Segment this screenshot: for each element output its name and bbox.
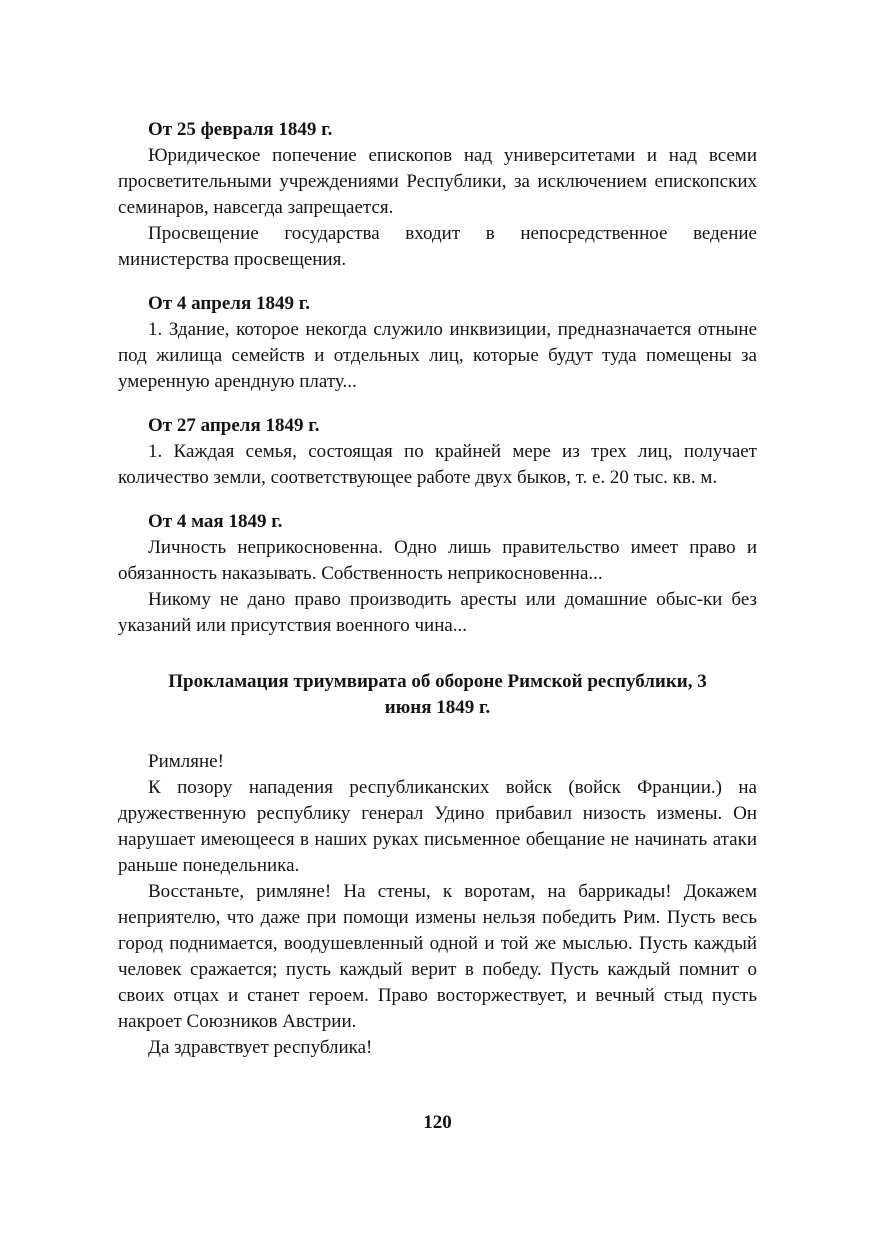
proclamation-title-line2: июня 1849 г. — [384, 697, 491, 718]
page-number: 120 — [423, 1112, 452, 1133]
spacer — [118, 491, 757, 509]
section-heading-apr4: От 4 апреля 1849 г. — [148, 293, 310, 314]
proclamation-title — [118, 669, 757, 721]
paragraph: Восстаньте, римляне! На стены, к воротам, на баррикады! Докажем неприятелю, что даже при помощи измены нельзя победить Рим. Пусть весь город поднимается, воодушевленный одной и той же мыслью. Пусть каждый человек сражается; пусть каждый верит в победу. Пусть каждый помнит о своих отцах и станет героем. Право восторжествует, и вечный стыд пусть накроет Союзников Австрии. — [118, 881, 757, 1032]
spacer — [118, 721, 757, 749]
section-heading-feb25: От 25 февраля 1849 г. — [148, 119, 333, 140]
paragraph: К позору нападения республиканских войск (войск Франции.) на дружественную республику генерал Удино прибавил низость измены. Он нарушает имеющееся в наших руках письменное обещание не начинать атаки раньше понедельника. — [118, 777, 757, 876]
paragraph: Личность неприкосновенна. Одно лишь правительство имеет право и обязанность наказывать. Собственность неприкосновенна... — [118, 537, 757, 584]
spacer — [118, 639, 757, 669]
paragraph: Римляне! — [148, 751, 224, 772]
section-heading-may4: От 4 мая 1849 г. — [148, 511, 283, 532]
spacer — [118, 395, 757, 413]
section-heading-apr27: От 27 апреля 1849 г. — [148, 415, 320, 436]
page-content — [118, 117, 757, 1061]
spacer — [118, 273, 757, 291]
paragraph: Юридическое попечение епископов над университетами и над всеми просветительными учреждениями Республики, за исключением епископских семинаров, навсегда запрещается. — [118, 145, 757, 218]
paragraph: 1. Каждая семья, состоящая по крайней мере из трех лиц, получает количество земли, соответствующее работе двух быков, т. е. 20 тыс. кв. м. — [118, 441, 757, 488]
paragraph: Никому не дано право производить аресты или домашние обыс-ки без указаний или присутствия военного чина... — [118, 589, 757, 636]
paragraph: Просвещение государства входит в непосредственное ведение министерства просвещения. — [118, 223, 757, 270]
paragraph: Да здравствует республика! — [148, 1037, 373, 1058]
paragraph: 1. Здание, которое некогда служило инквизиции, предназначается отныне под жилища семейств и отдельных лиц, которые будут туда помещены за умеренную арендную плату... — [118, 319, 757, 392]
proclamation-title-line1: Прокламация триумвирата об обороне Римской республики, 3 — [168, 671, 707, 692]
